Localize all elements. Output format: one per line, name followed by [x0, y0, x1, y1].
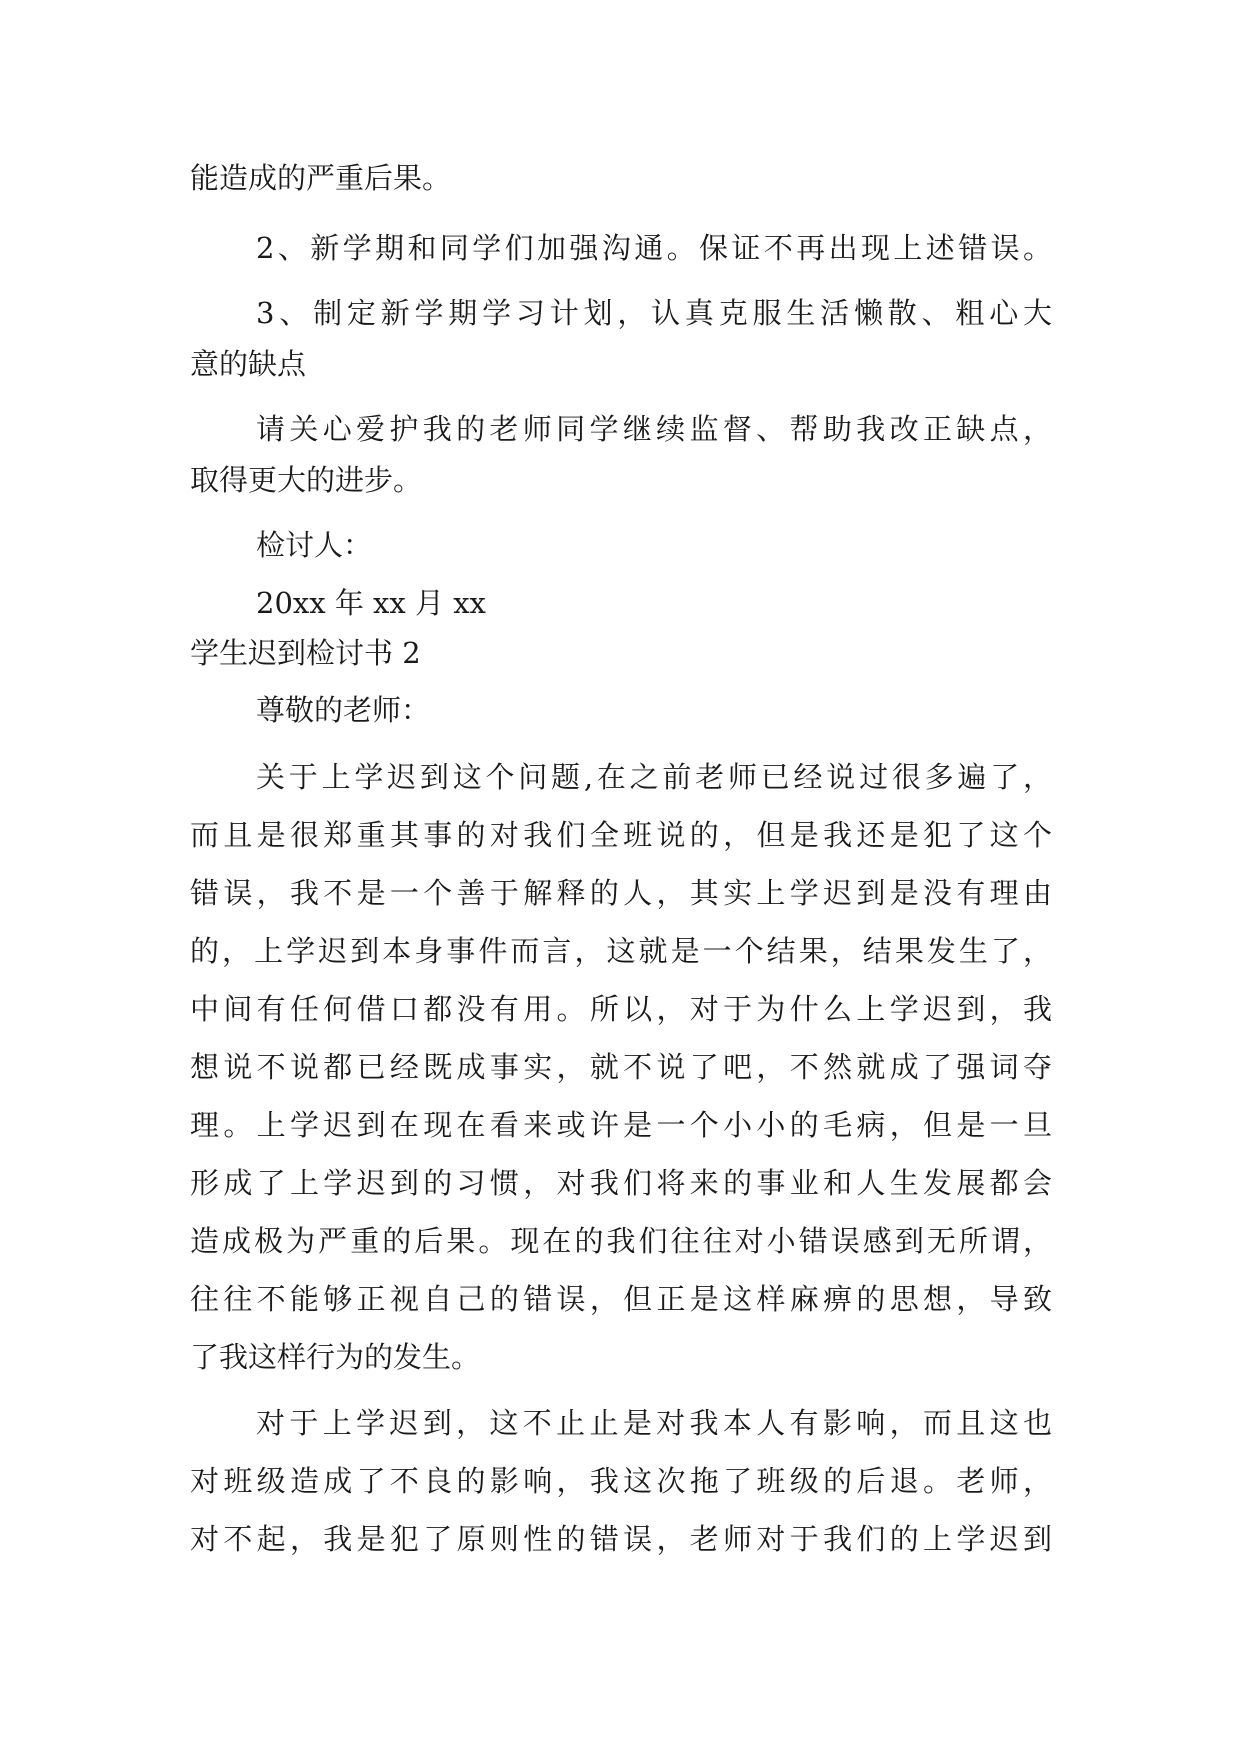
text-line: 取得更大的进步。 — [190, 463, 423, 497]
text-line: 能造成的严重后果。 — [190, 161, 452, 195]
signature-label: 检讨人： — [256, 528, 373, 562]
date-line: 20xx 年 xx 月 xx — [256, 586, 486, 620]
text-line: 对于上学迟到，这不止止是对我本人有影响，而且这也 — [256, 1406, 1052, 1440]
text-line: 造成极为严重的后果。现在的我们往往对小错误感到无所谓， — [190, 1224, 1052, 1258]
text-line: 想说不说都已经既成事实，就不说了吧，不然就成了强词夺 — [190, 1050, 1052, 1084]
text-line: 的，上学迟到本身事件而言，这就是一个结果，结果发生了， — [190, 934, 1052, 968]
text-line: 形成了上学迟到的习惯，对我们将来的事业和人生发展都会 — [190, 1166, 1052, 1200]
text-line: 中间有任何借口都没有用。所以，对于为什么上学迟到，我 — [190, 992, 1052, 1026]
text-line: 错误，我不是一个善于解释的人，其实上学迟到是没有理由 — [190, 876, 1052, 910]
text-line: 2、新学期和同学们加强沟通。保证不再出现上述错误。 — [256, 231, 1052, 265]
salutation: 尊敬的老师： — [256, 693, 431, 727]
text-line: 对不起，我是犯了原则性的错误，老师对于我们的上学迟到 — [190, 1522, 1052, 1556]
text-line: 往往不能够正视自己的错误，但正是这样麻痹的思想，导致 — [190, 1282, 1052, 1316]
section-title: 学生迟到检讨书 2 — [190, 636, 421, 670]
text-line: 关于上学迟到这个问题,在之前老师已经说过很多遍了， — [256, 760, 1052, 794]
text-line: 而且是很郑重其事的对我们全班说的，但是我还是犯了这个 — [190, 818, 1052, 852]
text-line: 理。上学迟到在现在看来或许是一个小小的毛病，但是一旦 — [190, 1108, 1052, 1142]
text-line: 对班级造成了不良的影响，我这次拖了班级的后退。老师， — [190, 1464, 1052, 1498]
text-line: 请关心爱护我的老师同学继续监督、帮助我改正缺点， — [256, 412, 1052, 446]
text-line: 了我这样行为的发生。 — [190, 1340, 481, 1374]
text-line: 3、制定新学期学习计划，认真克服生活懒散、粗心大 — [256, 296, 1052, 330]
text-line: 意的缺点 — [190, 347, 307, 381]
